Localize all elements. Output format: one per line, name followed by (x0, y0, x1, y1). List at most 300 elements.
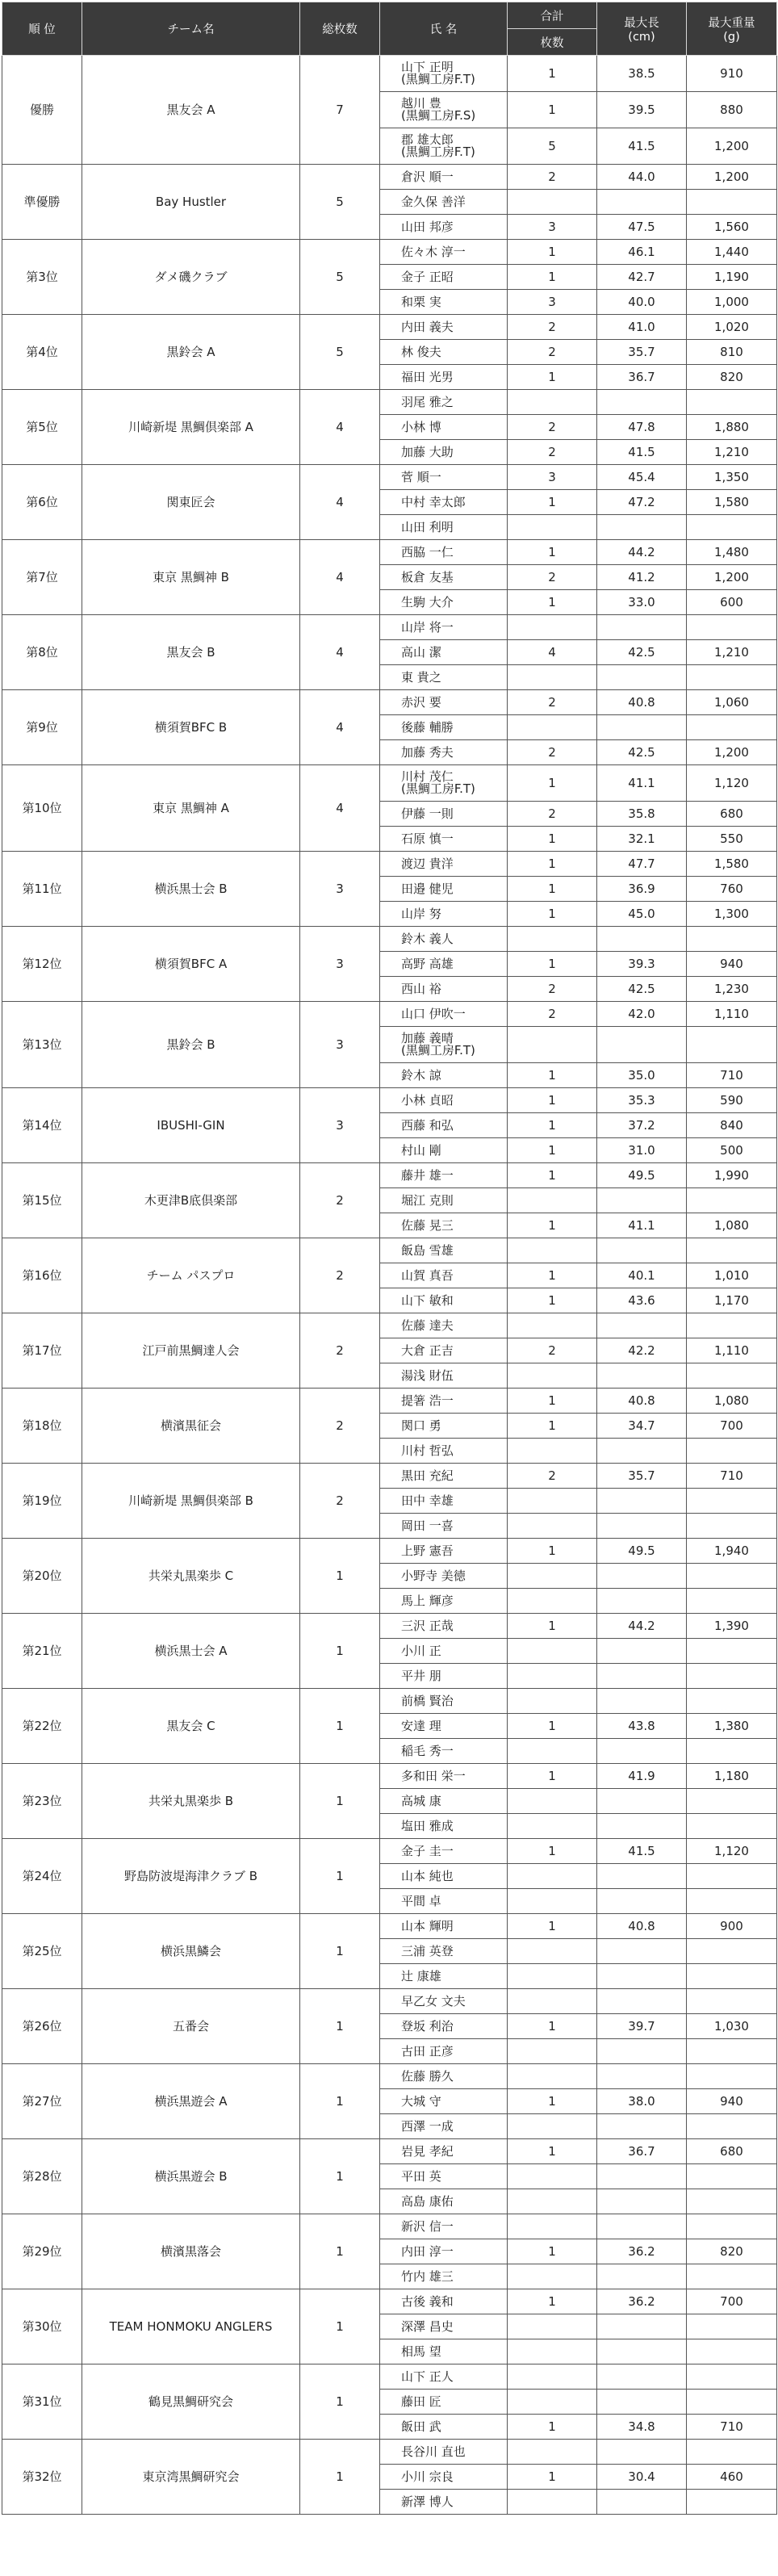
member-name-cell (380, 2465, 508, 2490)
member-length-cell: 41.1 (597, 1213, 687, 1238)
table-row (2, 240, 777, 265)
total-count-cell: 4 (300, 390, 380, 465)
member-count-cell: 1 (508, 765, 597, 802)
member-length-cell (597, 1313, 687, 1338)
member-name: 湯浅 財伍 (401, 1368, 454, 1383)
member-length-cell (597, 1814, 687, 1839)
member-count-cell: 5 (508, 128, 597, 165)
team-name-cell: ダメ磯クラブ (82, 240, 300, 315)
member-name-cell (380, 640, 508, 665)
table-row (2, 765, 777, 802)
member-name: 大城 守 (401, 2093, 441, 2109)
member-weight-cell (687, 1739, 777, 1764)
member-weight-cell: 1,120 (687, 1839, 777, 1864)
member-name: 登坂 利治 (401, 2018, 454, 2034)
member-length-cell (597, 2440, 687, 2465)
member-length-cell: 36.2 (597, 2289, 687, 2314)
member-length-cell (597, 2164, 687, 2189)
member-name: 三沢 正哉 (401, 1618, 454, 1633)
member-length-cell: 40.8 (597, 690, 687, 715)
member-name: 林 俊夫 (401, 344, 441, 359)
member-count-cell: 1 (508, 490, 597, 515)
member-name-cell (380, 1313, 508, 1338)
total-count-cell: 2 (300, 1163, 380, 1238)
rank-cell: 第7位 (2, 540, 82, 615)
member-count-cell: 2 (508, 440, 597, 465)
member-count-cell (508, 390, 597, 415)
member-count-cell: 1 (508, 56, 597, 92)
member-length-cell (597, 2390, 687, 2415)
member-name-cell (380, 1864, 508, 1889)
member-length-cell: 34.8 (597, 2415, 687, 2440)
member-name: 山下 正人 (401, 2369, 454, 2384)
member-weight-cell: 1,190 (687, 265, 777, 290)
member-name: 金子 圭一 (401, 1843, 454, 1858)
team-name-cell: 五番会 (82, 1989, 300, 2064)
member-name: 小川 正 (401, 1643, 441, 1658)
member-name: 中村 幸太郎 (401, 494, 466, 509)
member-name-cell (380, 1263, 508, 1288)
member-weight-cell (687, 1939, 777, 1964)
total-count-cell: 1 (300, 2440, 380, 2515)
member-length-cell (597, 715, 687, 740)
member-name: 和栗 実 (401, 294, 441, 309)
member-name: 田中 幸雄 (401, 1493, 454, 1508)
member-name: 村山 剛 (401, 1142, 441, 1158)
total-count-cell: 4 (300, 465, 380, 540)
member-name: 飯田 武 (401, 2419, 441, 2434)
member-name-cell (380, 1889, 508, 1914)
team-name-cell: 横浜黒遊会 A (82, 2064, 300, 2139)
member-name: 藤田 匠 (401, 2394, 441, 2409)
table-header (2, 2, 777, 56)
member-count-cell: 1 (508, 1063, 597, 1088)
member-name: 渡辺 貴洋 (401, 856, 454, 871)
member-count-cell (508, 1363, 597, 1389)
member-count-cell (508, 927, 597, 952)
member-count-cell: 1 (508, 1389, 597, 1414)
member-count-cell: 4 (508, 640, 597, 665)
member-weight-cell (687, 190, 777, 215)
rank-cell: 第17位 (2, 1313, 82, 1389)
member-name: 川村 哲弘 (401, 1443, 454, 1458)
member-name-cell (380, 1914, 508, 1939)
member-length-cell: 45.0 (597, 902, 687, 927)
member-length-cell (597, 2064, 687, 2089)
member-name-cell (380, 2089, 508, 2114)
member-weight-cell: 1,080 (687, 1213, 777, 1238)
header-weight-top: 最大重量 (708, 17, 755, 30)
member-count-cell: 1 (508, 1263, 597, 1288)
rank-cell: 第13位 (2, 1002, 82, 1088)
member-name-cell (380, 1138, 508, 1163)
total-count-cell: 1 (300, 2364, 380, 2440)
member-count-cell: 2 (508, 1338, 597, 1363)
member-length-cell: 39.5 (597, 92, 687, 128)
member-name: 三浦 英登 (401, 1943, 454, 1958)
member-length-cell: 45.4 (597, 465, 687, 490)
total-count-cell: 5 (300, 240, 380, 315)
header-weight-bottom: (g) (723, 31, 740, 44)
member-count-cell: 1 (508, 1138, 597, 1163)
header-length-bottom: (cm) (628, 31, 655, 44)
member-length-cell: 46.1 (597, 240, 687, 265)
header-length (597, 2, 687, 56)
member-count-cell: 1 (508, 2289, 597, 2314)
member-weight-cell: 810 (687, 340, 777, 365)
team-name-cell: 黒友会 B (82, 615, 300, 690)
member-weight-cell (687, 615, 777, 640)
member-length-cell: 41.5 (597, 128, 687, 165)
member-length-cell: 44.2 (597, 540, 687, 565)
table-row (2, 1614, 777, 1639)
member-length-cell: 39.7 (597, 2014, 687, 2039)
total-count-cell: 2 (300, 1464, 380, 1539)
member-length-cell: 41.1 (597, 765, 687, 802)
member-name-cell (380, 1113, 508, 1138)
member-count-cell (508, 2314, 597, 2339)
member-weight-cell (687, 1313, 777, 1338)
member-name-cell (380, 215, 508, 240)
member-count-cell: 1 (508, 1914, 597, 1939)
member-length-cell: 31.0 (597, 1138, 687, 1163)
member-count-cell: 3 (508, 215, 597, 240)
member-name: 内田 義夫 (401, 319, 454, 334)
member-count-cell (508, 1789, 597, 1814)
member-name: 西澤 一成 (401, 2118, 454, 2134)
member-length-cell: 37.2 (597, 1113, 687, 1138)
member-name-cell (380, 440, 508, 465)
member-weight-cell: 600 (687, 590, 777, 615)
member-name-cell (380, 690, 508, 715)
member-name: 石原 慎一 (401, 831, 454, 846)
member-name: 山下 正明 (401, 60, 454, 74)
member-weight-cell: 680 (687, 802, 777, 827)
member-name: 辻 康雄 (401, 1968, 441, 1983)
member-name: 山口 伊吹一 (401, 1006, 466, 1021)
total-count-cell: 4 (300, 540, 380, 615)
rank-cell: 第26位 (2, 1989, 82, 2064)
member-weight-cell: 1,020 (687, 315, 777, 340)
member-name: 板倉 友基 (401, 569, 454, 584)
member-name-cell (380, 2139, 508, 2164)
member-weight-cell: 1,440 (687, 240, 777, 265)
table-row (2, 1464, 777, 1489)
member-count-cell: 1 (508, 1288, 597, 1313)
member-name-cell (380, 2164, 508, 2189)
total-count-cell: 2 (300, 1389, 380, 1464)
team-name-cell: 共栄丸黒楽歩 C (82, 1539, 300, 1614)
total-count-cell: 1 (300, 1914, 380, 1989)
rank-cell: 第8位 (2, 615, 82, 690)
member-count-cell (508, 1027, 597, 1063)
member-length-cell (597, 1864, 687, 1889)
member-count-cell: 1 (508, 1614, 597, 1639)
member-name: 早乙女 文夫 (401, 1993, 466, 2008)
member-weight-cell (687, 1514, 777, 1539)
member-length-cell (597, 1489, 687, 1514)
member-weight-cell: 1,580 (687, 852, 777, 877)
member-length-cell: 33.0 (597, 590, 687, 615)
member-weight-cell (687, 1589, 777, 1614)
member-name-cell (380, 1389, 508, 1414)
header-weight (687, 2, 777, 56)
table-row (2, 540, 777, 565)
member-length-cell (597, 1739, 687, 1764)
member-length-cell: 32.1 (597, 827, 687, 852)
member-name: 黒田 充紀 (401, 1468, 454, 1483)
member-weight-cell (687, 1639, 777, 1664)
member-weight-cell (687, 1664, 777, 1689)
table-row (2, 1989, 777, 2014)
member-name: 藤井 雄一 (401, 1167, 454, 1183)
member-weight-cell (687, 2264, 777, 2289)
member-count-cell (508, 1564, 597, 1589)
total-count-cell: 1 (300, 1539, 380, 1614)
member-name-cell (380, 1188, 508, 1213)
team-name-cell: 東京 黒鯛神 A (82, 765, 300, 852)
member-name-cell (380, 1464, 508, 1489)
member-name: 平田 英 (401, 2168, 441, 2184)
member-count-cell (508, 190, 597, 215)
member-length-cell (597, 1789, 687, 1814)
member-name-cell (380, 128, 508, 165)
member-length-cell: 42.5 (597, 977, 687, 1002)
rank-cell: 第6位 (2, 465, 82, 540)
member-count-cell (508, 2339, 597, 2364)
member-length-cell (597, 190, 687, 215)
member-weight-cell: 760 (687, 877, 777, 902)
member-name: 加藤 義晴 (401, 1031, 454, 1045)
member-name-cell (380, 877, 508, 902)
member-name: 赤沢 要 (401, 694, 441, 710)
member-name: 多和田 栄一 (401, 1768, 466, 1783)
rank-cell: 第12位 (2, 927, 82, 1002)
member-name-cell (380, 515, 508, 540)
member-name: 伊藤 一則 (401, 806, 454, 821)
member-weight-cell: 1,560 (687, 215, 777, 240)
member-weight-cell: 1,200 (687, 165, 777, 190)
team-name-cell: 東京 黒鯛神 B (82, 540, 300, 615)
member-name-cell (380, 977, 508, 1002)
table-row (2, 1839, 777, 1864)
member-length-cell: 42.0 (597, 1002, 687, 1027)
member-length-cell: 36.9 (597, 877, 687, 902)
member-name-cell (380, 92, 508, 128)
member-length-cell: 44.2 (597, 1614, 687, 1639)
member-name: 山岸 努 (401, 906, 441, 921)
rank-cell: 第10位 (2, 765, 82, 852)
member-length-cell (597, 1664, 687, 1689)
member-count-cell: 1 (508, 540, 597, 565)
member-length-cell: 49.5 (597, 1163, 687, 1188)
member-weight-cell (687, 1238, 777, 1263)
member-length-cell (597, 615, 687, 640)
member-name-cell (380, 2064, 508, 2089)
member-name: 山下 敏和 (401, 1292, 454, 1308)
member-name: 金子 正昭 (401, 269, 454, 284)
member-name: 田邉 健児 (401, 881, 454, 896)
member-count-cell: 1 (508, 852, 597, 877)
team-name-cell: 黒鈴会 B (82, 1002, 300, 1088)
member-name-cell (380, 1088, 508, 1113)
member-name-cell (380, 415, 508, 440)
member-name: 小川 宗良 (401, 2469, 454, 2484)
rank-cell: 第15位 (2, 1163, 82, 1238)
member-name-cell (380, 540, 508, 565)
member-count-cell: 1 (508, 1714, 597, 1739)
member-count-cell (508, 2390, 597, 2415)
member-name: 長谷川 直也 (401, 2444, 466, 2459)
member-weight-cell (687, 1689, 777, 1714)
member-length-cell: 49.5 (597, 1539, 687, 1564)
member-name-cell (380, 1238, 508, 1263)
member-name: 塩田 雅成 (401, 1818, 454, 1833)
member-count-cell: 2 (508, 415, 597, 440)
member-name: 鈴木 義人 (401, 931, 454, 946)
member-length-cell (597, 2039, 687, 2064)
member-name: 前橋 賢治 (401, 1693, 454, 1708)
member-weight-cell (687, 1027, 777, 1063)
member-name-cell (380, 2239, 508, 2264)
member-length-cell: 44.0 (597, 165, 687, 190)
member-count-cell (508, 1864, 597, 1889)
table-row (2, 1163, 777, 1188)
member-weight-cell: 1,080 (687, 1389, 777, 1414)
member-name-cell (380, 2014, 508, 2039)
member-weight-cell: 710 (687, 1464, 777, 1489)
member-length-cell: 39.3 (597, 952, 687, 977)
member-count-cell (508, 2064, 597, 2089)
member-weight-cell (687, 1489, 777, 1514)
member-count-cell (508, 2490, 597, 2515)
member-weight-cell: 1,350 (687, 465, 777, 490)
member-count-cell: 1 (508, 2239, 597, 2264)
member-length-cell: 47.5 (597, 215, 687, 240)
member-length-cell (597, 2490, 687, 2515)
total-count-cell: 2 (300, 1313, 380, 1389)
member-weight-cell (687, 1439, 777, 1464)
member-weight-cell: 1,880 (687, 415, 777, 440)
table-row (2, 1238, 777, 1263)
member-count-cell: 1 (508, 2465, 597, 2490)
member-count-cell: 1 (508, 827, 597, 852)
rank-cell: 第24位 (2, 1839, 82, 1914)
member-weight-cell: 700 (687, 1414, 777, 1439)
rank-cell: 第21位 (2, 1614, 82, 1689)
member-name-cell (380, 1814, 508, 1839)
rank-cell: 優勝 (2, 56, 82, 165)
table-row (2, 1539, 777, 1564)
rank-cell: 第31位 (2, 2364, 82, 2440)
member-weight-cell (687, 1188, 777, 1213)
table-body (2, 56, 777, 2515)
rank-cell: 第28位 (2, 2139, 82, 2214)
member-count-cell: 1 (508, 952, 597, 977)
member-length-cell: 34.7 (597, 1414, 687, 1439)
table-row (2, 56, 777, 92)
member-length-cell (597, 2314, 687, 2339)
member-weight-cell (687, 2440, 777, 2465)
member-length-cell: 35.8 (597, 802, 687, 827)
member-length-cell: 36.7 (597, 365, 687, 390)
member-length-cell (597, 2214, 687, 2239)
member-name: 提箸 浩一 (401, 1393, 454, 1408)
rank-cell: 第22位 (2, 1689, 82, 1764)
member-weight-cell (687, 2364, 777, 2390)
member-length-cell: 47.2 (597, 490, 687, 515)
member-name: 稲毛 秀一 (401, 1743, 454, 1758)
member-length-cell: 42.2 (597, 1338, 687, 1363)
member-name-cell (380, 1338, 508, 1363)
member-length-cell (597, 1589, 687, 1614)
member-name: 竹内 雄三 (401, 2268, 454, 2284)
member-count-cell (508, 2114, 597, 2139)
member-count-cell: 1 (508, 1839, 597, 1864)
member-count-cell (508, 615, 597, 640)
member-name-cell (380, 2364, 508, 2390)
member-count-cell: 3 (508, 465, 597, 490)
member-count-cell: 1 (508, 1213, 597, 1238)
member-name: 新沢 信一 (401, 2218, 454, 2234)
member-length-cell (597, 2189, 687, 2214)
member-count-cell: 2 (508, 740, 597, 765)
member-length-cell: 42.5 (597, 640, 687, 665)
member-name: 安達 理 (401, 1718, 441, 1733)
member-name-cell (380, 852, 508, 877)
member-name: 後藤 輔勝 (401, 719, 454, 735)
member-name-cell (380, 1964, 508, 1989)
member-name: 大倉 正吉 (401, 1342, 454, 1358)
team-name-cell: 横濱黒落会 (82, 2214, 300, 2289)
team-name-cell: 共栄丸黒楽歩 B (82, 1764, 300, 1839)
team-name-cell: 横浜黒鱗会 (82, 1914, 300, 1989)
member-weight-cell: 1,480 (687, 540, 777, 565)
rank-cell: 準優勝 (2, 165, 82, 240)
team-name-cell: チーム パスプロ (82, 1238, 300, 1313)
member-weight-cell: 1,180 (687, 1764, 777, 1789)
member-count-cell: 1 (508, 1113, 597, 1138)
rank-cell: 第20位 (2, 1539, 82, 1614)
member-weight-cell: 940 (687, 952, 777, 977)
member-name-cell (380, 465, 508, 490)
member-length-cell (597, 1689, 687, 1714)
member-name-cell (380, 1664, 508, 1689)
rank-cell: 第19位 (2, 1464, 82, 1539)
member-name: 相馬 望 (401, 2344, 441, 2359)
member-name: 小林 博 (401, 419, 441, 434)
table-row (2, 615, 777, 640)
member-weight-cell: 700 (687, 2289, 777, 2314)
member-count-cell: 1 (508, 365, 597, 390)
member-name-cell (380, 1163, 508, 1188)
member-weight-cell: 900 (687, 1914, 777, 1939)
member-weight-cell: 550 (687, 827, 777, 852)
member-count-cell (508, 2189, 597, 2214)
member-weight-cell (687, 1363, 777, 1389)
member-weight-cell: 1,060 (687, 690, 777, 715)
team-name-cell: 横浜黒士会 A (82, 1614, 300, 1689)
table-row (2, 2440, 777, 2465)
total-count-cell: 1 (300, 1989, 380, 2064)
member-name-cell (380, 340, 508, 365)
member-length-cell (597, 1439, 687, 1464)
member-count-cell: 1 (508, 1163, 597, 1188)
member-length-cell: 35.3 (597, 1088, 687, 1113)
member-length-cell (597, 2364, 687, 2390)
header-name: 氏 名 (380, 2, 508, 56)
member-weight-cell: 1,170 (687, 1288, 777, 1313)
